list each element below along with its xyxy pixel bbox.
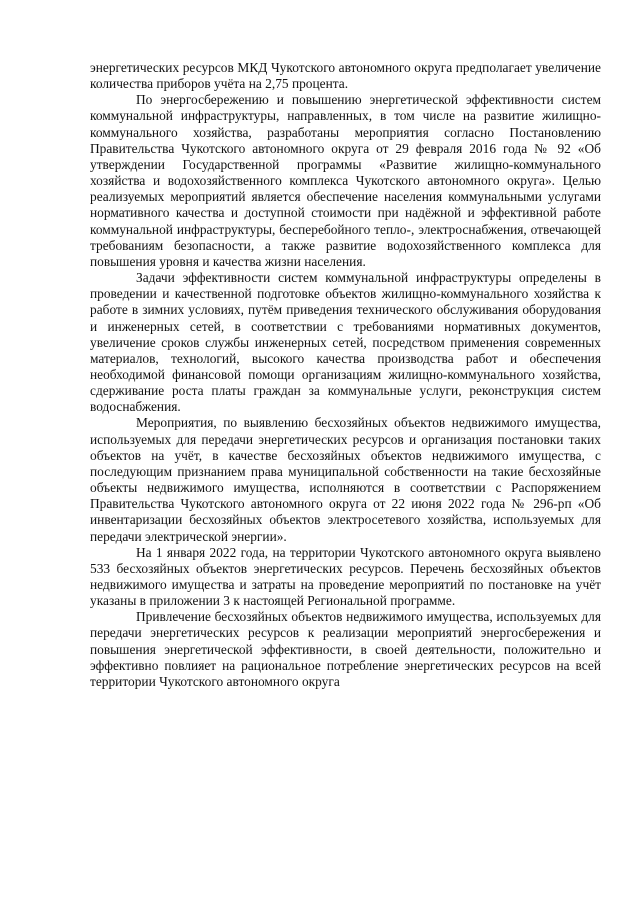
paragraph-infrastructure-tasks: Задачи эффективности систем коммунальной инфраструктуры определены в проведении и качественной подготовке объектов жилищно-коммунального хозяйства к работе в зимних условиях, путём приведения технического обслуживания оборудования и инженерных сетей, в соответствии с требованиями нормативных документов, увеличение сроков службы инженерных сетей, посредством применения современных материалов, технологий, высокого качества производства работ и обеспечения необходимой финансовой помощи организациям жилищно-коммунального хозяйства, сдерживание роста платы граждан за коммунальные услуги, реконструкция систем водоснабжения. [90, 270, 601, 415]
paragraph-energy-saving-measures: По энергосбережению и повышению энергетической эффективности систем коммунальной инфраструктуры, направленных, в том числе на развитие жилищно-коммунального хозяйства, разработаны мероприятия согласно Постановлению Правительства Чукотского автономного округа от 29 февраля 2016 года № 92 «Об утверждении Государственной программы «Развитие жилищно-коммунального хозяйства и водохозяйственного комплекса Чукотского автономного округа». Целью реализуемых мероприятий является обеспечение населения коммунальными услугами нормативного качества и доступной стоимости при надёжной и эффективной работе коммунальной инфраструктуры, бесперебойного тепло-, электроснабжения, отвечающей требованиям безопасности, а также развитие водохозяйственного комплекса для повышения уровня и качества жизни населения. [90, 92, 601, 269]
document-page [90, 60, 601, 690]
paragraph-continuation: энергетических ресурсов МКД Чукотского автономного округа предполагает увеличение количества приборов учёта на 2,75 процента. [90, 60, 601, 92]
paragraph-identified-objects: На 1 января 2022 года, на территории Чукотского автономного округа выявлено 533 бесхозяйных объектов энергетических ресурсов. Перечень бесхозяйных объектов недвижимого имущества и затраты на проведение мероприятий по постановке на учёт указаны в приложении 3 к настоящей Региональной программе. [90, 544, 601, 609]
paragraph-ownerless-property-measures: Мероприятия, по выявлению бесхозяйных объектов недвижимого имущества, используемых для передачи энергетических ресурсов и организация постановки таких объектов на учёт, в качестве бесхозяйных объектов недвижимого имущества, с последующим признанием права муниципальной собственности на такие бесхозяйные объекты недвижимого имущества, исполняются в соответствии с Распоряжением Правительства Чукотского автономного округа от 22 июня 2022 года № 296-рп «Об инвентаризации бесхозяйных объектов электросетевого хозяйства, используемых для передачи электрической энергии». [90, 415, 601, 544]
paragraph-conclusion: Привлечение бесхозяйных объектов недвижимого имущества, используемых для передачи энергетических ресурсов к реализации мероприятий энергосбережения и повышения энергетической эффективности, в своей деятельности, положительно и эффективно повлияет на рациональное потребление энергетических ресурсов на всей территории Чукотского автономного округа [90, 609, 601, 689]
